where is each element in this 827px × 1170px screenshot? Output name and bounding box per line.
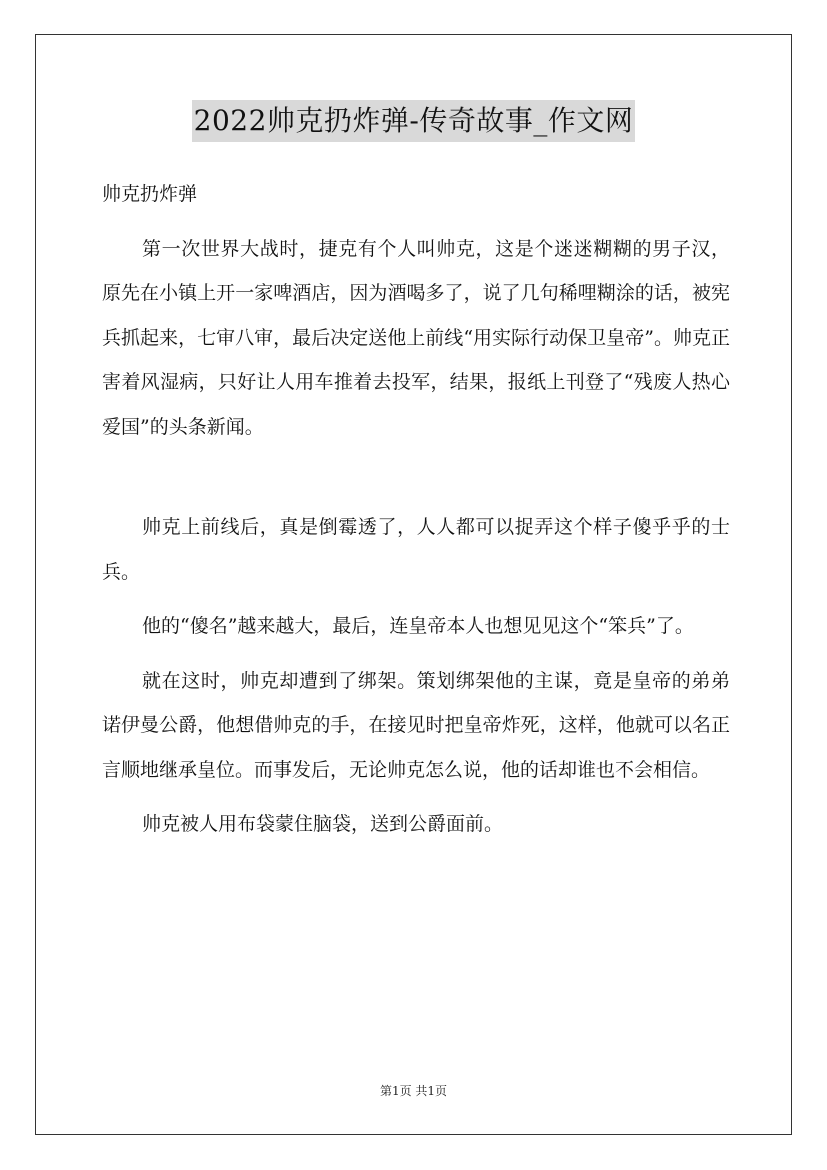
paragraph-3: 他的“傻名”越来越大，最后，连皇帝本人也想见见这个“笨兵”了。 [142, 615, 694, 637]
paragraph-2: 帅克上前线后，真是倒霉透了，人人都可以捉弄这个样子傻乎乎的士兵。 [102, 516, 730, 583]
title-container [0, 100, 827, 142]
page-footer: 第1页 共1页 [379, 1084, 448, 1098]
document-subtitle: 帅克扔炸弹 [102, 183, 198, 205]
document-body [102, 172, 730, 857]
paragraph-4: 就在这时，帅克却遭到了绑架。策划绑架他的主谋，竟是皇帝的弟弟诺伊曼公爵，他想借帅克的手，在接见时把皇帝炸死，这样，他就可以名正言顺地继承皇位。而事发后，无论帅克怎么说，他的话却谁也不会相信。 [102, 669, 730, 781]
paragraph-5: 帅克被人用布袋蒙住脑袋，送到公爵面前。 [142, 813, 504, 835]
document-title: 2022帅克扔炸弹-传奇故事_作文网 [192, 100, 636, 142]
paragraph-spacer [102, 459, 730, 505]
paragraph-1: 第一次世界大战时，捷克有个人叫帅克，这是个迷迷糊糊的男子汉，原先在小镇上开一家啤酒店，因为酒喝多了，说了几句稀哩糊涂的话，被宪兵抓起来，七审八审，最后决定送他上前线“用实际行动保卫皇帝”。帅克正害着风湿病，只好让人用车推着去投军，结果，报纸上刊登了“残废人热心爱国”的头条新闻。 [102, 237, 730, 438]
